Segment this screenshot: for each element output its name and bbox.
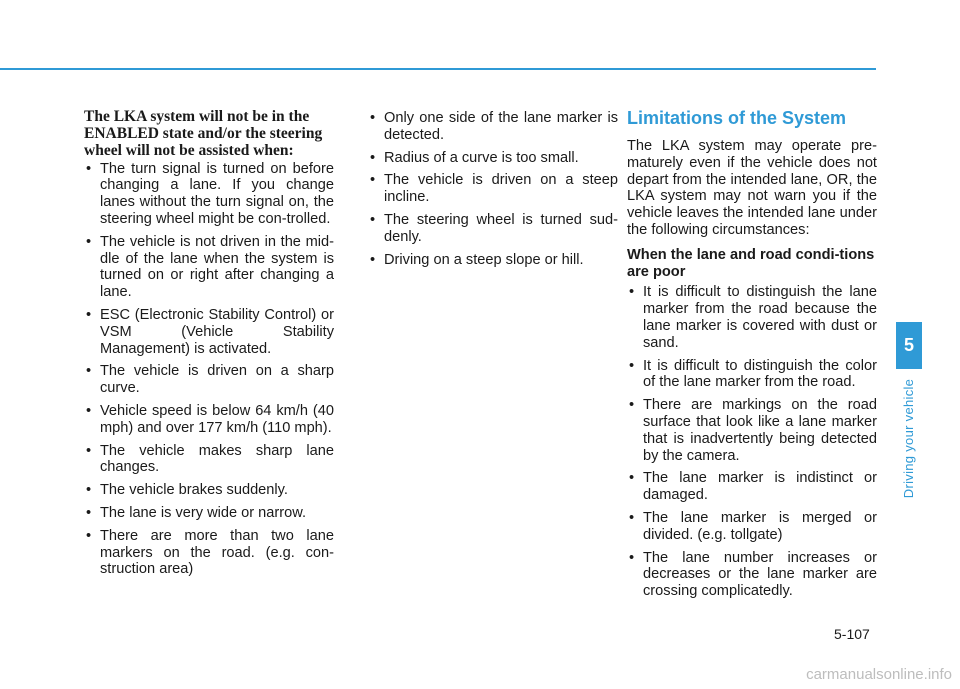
- intro-paragraph: The LKA system may operate pre-maturely even if the vehicle does not depart from the intended lane, OR, the LKA system may not warn you if the vehicle leaves the intended lane under the following circumstances:: [627, 138, 877, 238]
- lka-disabled-heading: The LKA system will not be in the ENABLED state and/or the steering wheel will not be assisted when:: [84, 108, 323, 160]
- list-item: • The vehicle is not driven in the mid-dle of the lane when the system is turned on or right after changing a lane.: [84, 234, 334, 301]
- chapter-tab: 5: [896, 322, 922, 369]
- chapter-side-label: [899, 376, 919, 500]
- list-item: • The vehicle makes sharp lane changes.: [84, 443, 334, 477]
- list-item: • The lane marker is indistinct or damaged.: [627, 470, 877, 504]
- subheading: When the lane and road condi-tions are poor: [627, 246, 875, 280]
- list-item: • Vehicle speed is below 64 km/h (40 mph) and over 177 km/h (110 mph).: [84, 403, 334, 437]
- column-left: [84, 108, 334, 584]
- watermark: [0, 666, 960, 683]
- list-item: • The vehicle is driven on a sharp curve.: [84, 363, 334, 397]
- chapter-label-text: Driving your vehicle: [901, 378, 917, 498]
- list-item: • Only one side of the lane marker is detected.: [368, 110, 618, 144]
- section-title: Limitations of the System: [627, 108, 847, 128]
- list-item: • It is difficult to distinguish the color of the lane marker from the road.: [627, 358, 877, 392]
- list-item: • There are more than two lane markers on the road. (e.g. con-struction area): [84, 528, 334, 578]
- list-item: • The steering wheel is turned sud-denly.: [368, 212, 618, 246]
- header-rule: [0, 68, 876, 70]
- lka-disabled-list: [84, 161, 334, 579]
- list-item: • Radius of a curve is too small.: [368, 150, 618, 167]
- list-item: • There are markings on the road surface that look like a lane marker that is inadvertently being detected by the camera.: [627, 397, 877, 464]
- list-item: • The vehicle brakes suddenly.: [84, 482, 334, 499]
- lka-disabled-list-continued: [368, 110, 618, 268]
- watermark-text: carmanualsonline.info: [806, 666, 952, 683]
- list-item: • The lane is very wide or narrow.: [84, 505, 334, 522]
- poor-conditions-list: [627, 284, 877, 600]
- list-item: • The lane marker is merged or divided. (e.g. tollgate): [627, 510, 877, 544]
- page-number: 5-107: [834, 626, 870, 642]
- column-middle: [368, 110, 618, 274]
- list-item: • Driving on a steep slope or hill.: [368, 252, 618, 269]
- list-item: • The lane number increases or decreases or the lane marker are crossing complicatedly.: [627, 550, 877, 600]
- list-item: • It is difficult to distinguish the lane marker from the road because the lane marker is covered with dust or sand.: [627, 284, 877, 351]
- column-right: [627, 108, 877, 606]
- list-item: • The vehicle is driven on a steep incline.: [368, 172, 618, 206]
- list-item: • ESC (Electronic Stability Control) or VSM (Vehicle Stability Management) is activated.: [84, 307, 334, 357]
- list-item: • The turn signal is turned on before changing a lane. If you change lanes without the turn signal on, the steering wheel might be con-trolled.: [84, 161, 334, 228]
